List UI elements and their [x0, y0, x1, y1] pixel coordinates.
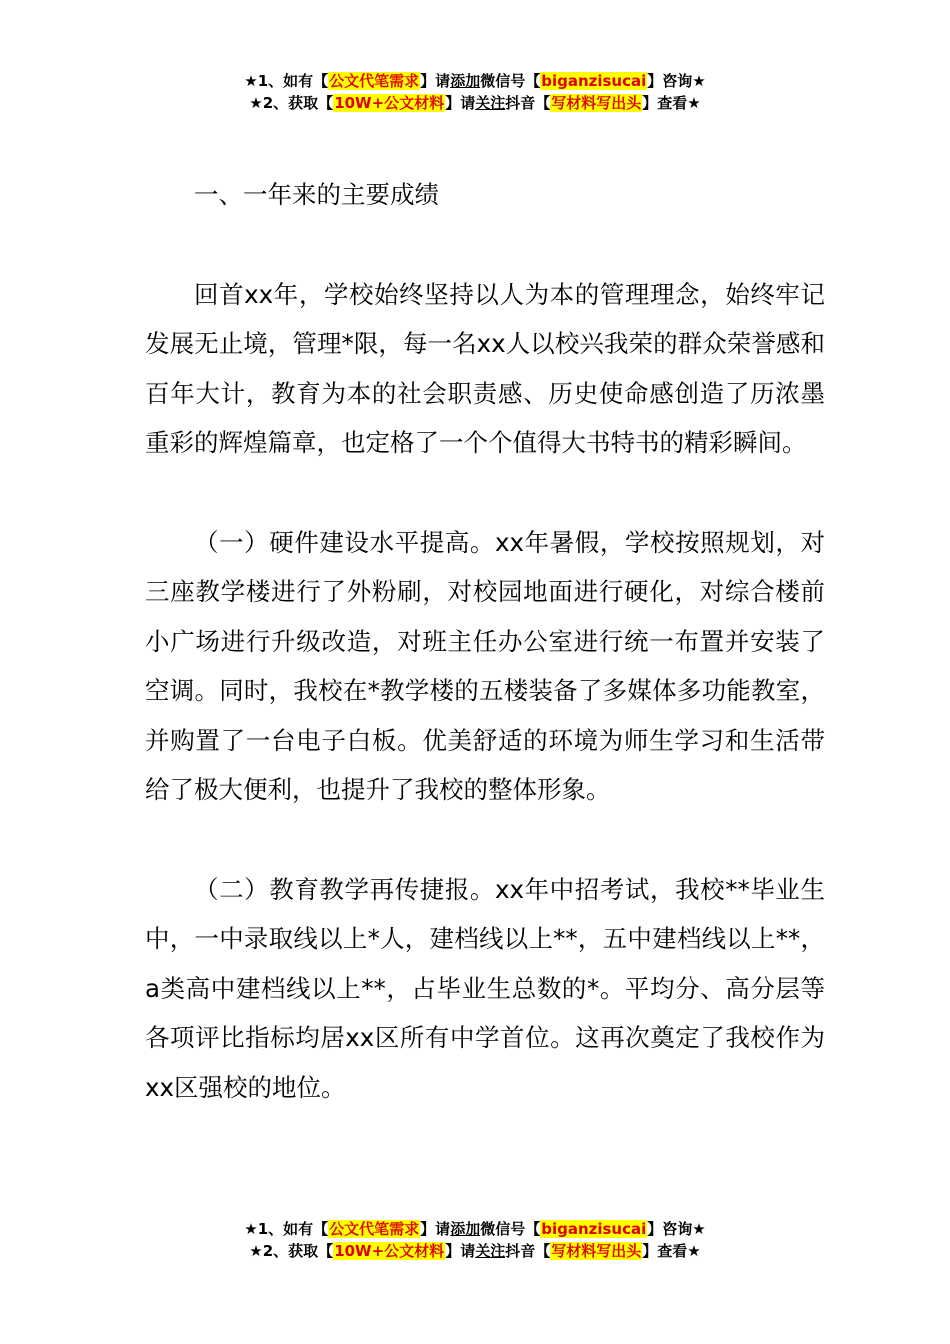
paragraph: 回首xx年，学校始终坚持以人为本的管理理念，始终牢记发展无止境，管理*限，每一名xx人以校兴我荣的群众荣誉感和百年大计，教育为本的社会职责感、历史使命感创造了历浓墨重彩的辉煌篇章，也定格了一个个值得大书特书的精彩瞬间。 [145, 279, 825, 457]
banner-text: 微信号【 [480, 1220, 541, 1238]
banner-text: 】咨询★ [647, 1220, 706, 1238]
banner-highlight: biganzisucai [541, 72, 647, 90]
promo-banner-top [0, 70, 950, 114]
banner-underlined-text: 添加 [450, 72, 481, 90]
banner-text: 】请 [445, 1242, 476, 1260]
banner-highlight: 公文代笔需求 [329, 72, 420, 90]
banner-text: 】请 [420, 72, 451, 90]
banner-text: 】查看★ [642, 94, 701, 112]
banner-line-1 [0, 1218, 950, 1240]
banner-text: 】咨询★ [647, 72, 706, 90]
promo-banner-bottom [0, 1218, 950, 1262]
banner-text: ★2、获取【 [249, 1242, 334, 1260]
banner-text: ★1、如有【 [244, 72, 329, 90]
banner-highlight: 写材料写出头 [551, 1242, 642, 1260]
banner-highlight: 写材料写出头 [551, 94, 642, 112]
document-body [145, 170, 825, 1112]
banner-highlight: 10W+公文材料 [334, 1242, 445, 1260]
banner-text: 】查看★ [642, 1242, 701, 1260]
banner-highlight: 公文代笔需求 [329, 1220, 420, 1238]
banner-underlined-text: 添加 [450, 1220, 481, 1238]
banner-underlined-text: 关注 [475, 1242, 506, 1260]
paragraph: （二）教育教学再传捷报。xx年中招考试，我校**毕业生中，一中录取线以上*人，建档线以上**，五中建档线以上**，a类高中建档线以上**，占毕业生总数的*。平均分、高分层等各项评比指标均居xx区所有中学首位。这再次奠定了我校作为xx区强校的地位。 [145, 874, 825, 1102]
banner-highlight: 10W+公文材料 [334, 94, 445, 112]
banner-text: 抖音【 [505, 1242, 551, 1260]
banner-text: 】请 [420, 1220, 451, 1238]
banner-text: 抖音【 [505, 94, 551, 112]
banner-underlined-text: 关注 [475, 94, 506, 112]
banner-text: ★2、获取【 [249, 94, 334, 112]
section-heading: 一、一年来的主要成绩 [194, 180, 439, 209]
banner-text: 微信号【 [480, 72, 541, 90]
paragraph: （一）硬件建设水平提高。xx年暑假，学校按照规划，对三座教学楼进行了外粉刷，对校园地面进行硬化，对综合楼前小广场进行升级改造，对班主任办公室进行统一布置并安装了空调。同时，我校在*教学楼的五楼装备了多媒体多功能教室，并购置了一台电子白板。优美舒适的环境为师生学习和生活带给了极大便利，也提升了我校的整体形象。 [145, 527, 825, 804]
banner-text: ★1、如有【 [244, 1220, 329, 1238]
banner-line-2 [0, 92, 950, 114]
banner-highlight: biganzisucai [541, 1220, 647, 1238]
banner-line-1 [0, 70, 950, 92]
banner-text: 】请 [445, 94, 476, 112]
banner-line-2 [0, 1240, 950, 1262]
